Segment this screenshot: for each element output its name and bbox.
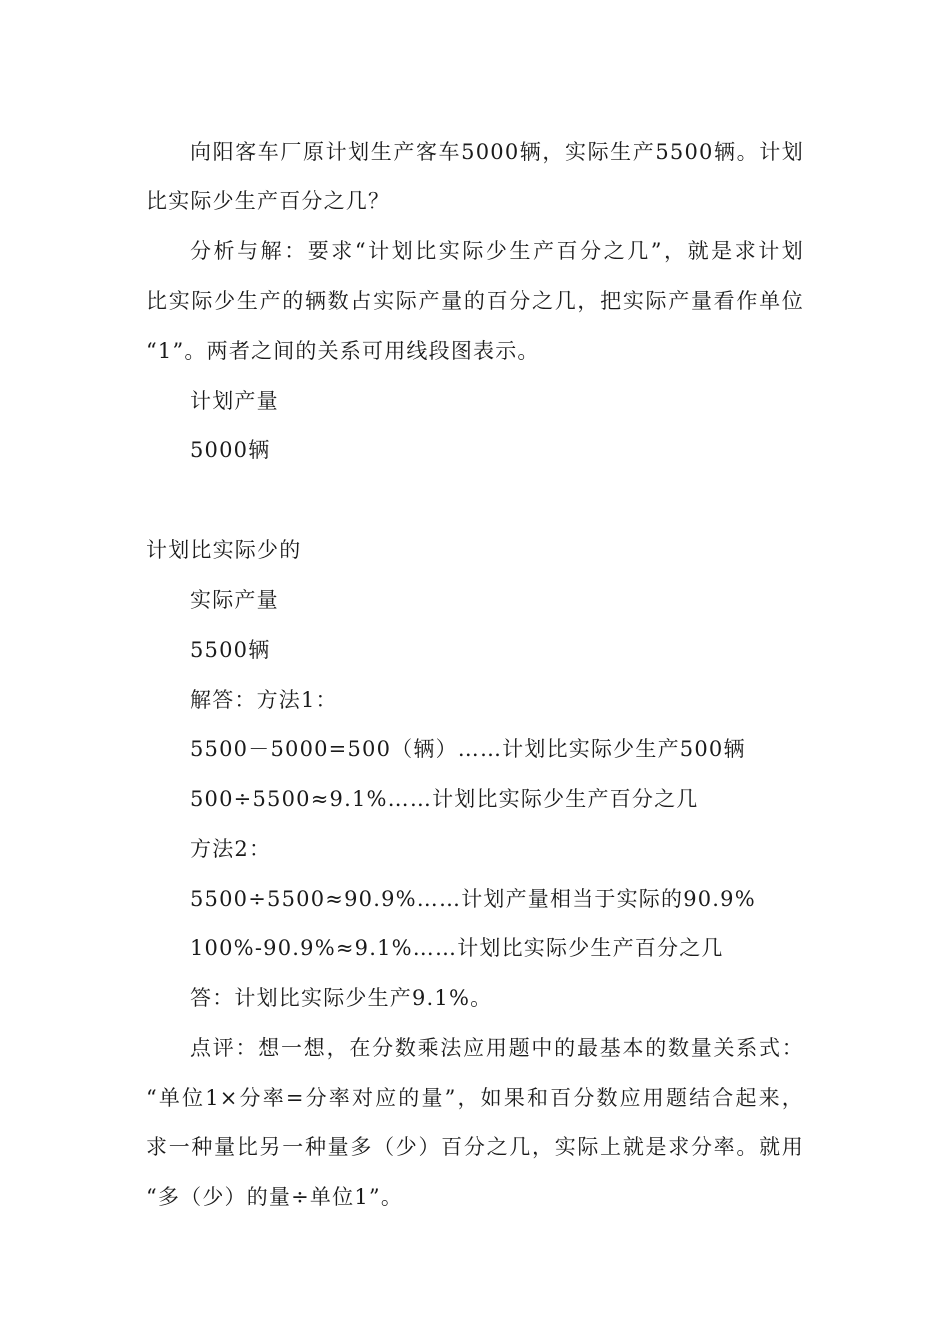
problem-line-1: 向阳客车厂原计划生产客车5000辆，实际生产5500辆。计划 (190, 140, 804, 164)
diagram-plan-label: 计划产量 (190, 389, 279, 413)
answer-line: 答：计划比实际少生产9.1%。 (190, 986, 493, 1010)
analysis-line-2: 比实际少生产的辆数占实际产量的百分之几，把实际产量看作单位 (146, 289, 804, 313)
method1-step1: 5500－5000=500（辆）……计划比实际少生产500辆 (190, 737, 746, 761)
diagram-actual-label: 实际产量 (190, 588, 279, 612)
solution-heading: 解答：方法1： (190, 688, 338, 712)
problem-line-2: 比实际少生产百分之几？ (146, 189, 391, 213)
analysis-line-1: 分析与解：要求“计划比实际少生产百分之几”，就是求计划 (190, 239, 804, 263)
comment-line-4: “多（少）的量÷单位1”。 (146, 1185, 404, 1209)
method1-step2: 500÷5500≈9.1%……计划比实际少生产百分之几 (190, 787, 699, 811)
diagram-plan-value: 5000辆 (190, 438, 271, 462)
comment-line-3: 求一种量比另一种量多（少）百分之几，实际上就是求分率。就用 (146, 1135, 804, 1159)
method2-step1: 5500÷5500≈90.9%……计划产量相当于实际的90.9% (190, 887, 756, 911)
comment-line-2: “单位1×分率=分率对应的量”，如果和百分数应用题结合起来， (146, 1086, 804, 1110)
analysis-line-3: “1”。两者之间的关系可用线段图表示。 (146, 339, 540, 363)
comment-line-1: 点评：想一想，在分数乘法应用题中的最基本的数量关系式： (190, 1036, 804, 1060)
method2-step2: 100%-90.9%≈9.1%……计划比实际少生产百分之几 (190, 936, 724, 960)
method2-heading: 方法2： (190, 837, 272, 861)
diagram-actual-value: 5500辆 (190, 638, 271, 662)
diagram-diff-label: 计划比实际少的 (146, 538, 302, 562)
